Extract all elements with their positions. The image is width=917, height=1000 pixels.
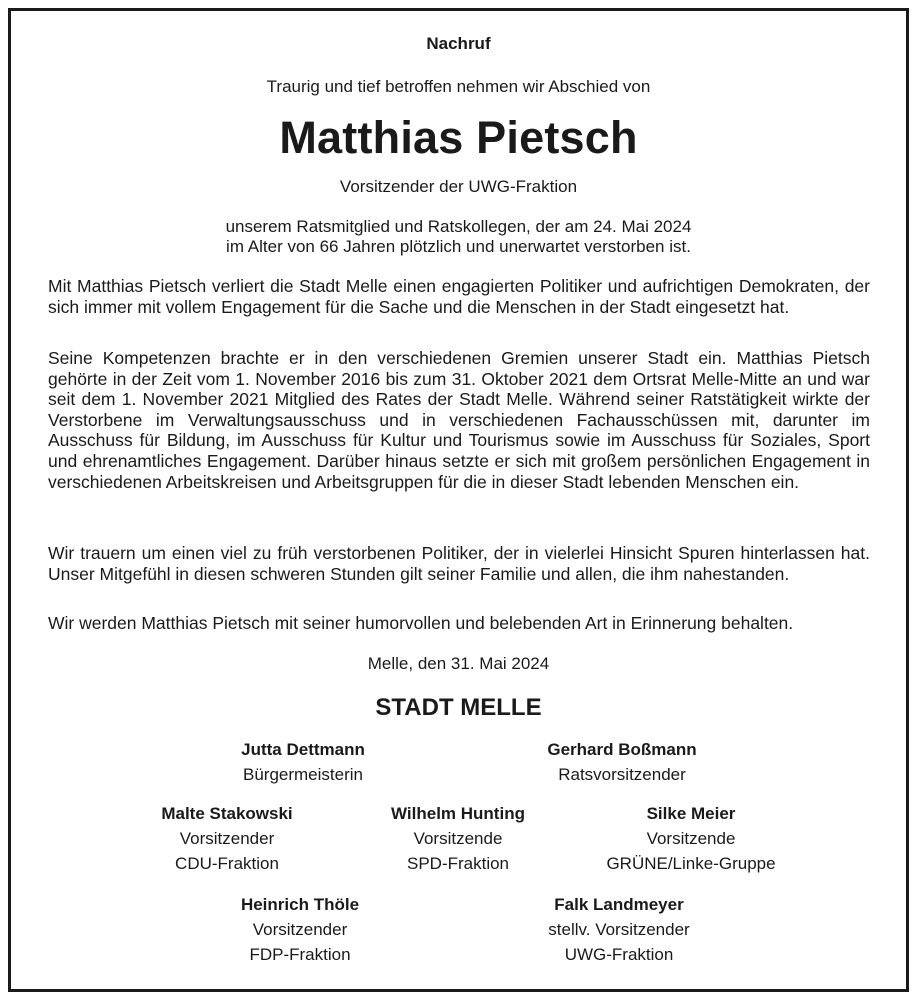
signatory-name: Gerhard Boßmann [547,740,697,759]
signatory-title: stellv. Vorsitzender [548,920,690,939]
intro-line: Traurig und tief betroffen nehmen wir Abschied von [266,77,651,96]
signatory-group: UWG-Fraktion [564,945,674,964]
signatory-group: GRÜNE/Linke-Gruppe [606,854,776,873]
signatory-title: Vorsitzende [646,829,736,848]
signatory-group: SPD-Fraktion [406,854,510,873]
signatory-title: Ratsvorsitzender [558,765,686,784]
deceased-name: Matthias Pietsch [279,112,638,163]
detail-line-1: unserem Ratsmitglied und Ratskollegen, der am 24. Mai 2024 [225,217,692,236]
signatory-title: Vorsitzender [252,920,348,939]
signatory-gruene [541,801,841,876]
place-date: Melle, den 31. Mai 2024 [367,654,550,673]
detail-line-2: im Alter von 66 Jahren plötzlich und unerwartet verstorben ist. [226,237,691,256]
signatory-group: FDP-Fraktion [249,945,351,964]
signatory-name: Wilhelm Hunting [391,804,525,823]
paragraph-career: Seine Kompetenzen brachte er in den verschiedenen Gremien unserer Stadt ein. Matthias Pietsch gehörte in der Zeit vom 1. November 2016 bis zum 31. Oktober 2021 dem Ortsrat Melle-Mitte an und war seit dem 1. November 2021 Mitglied des Rates der Stadt Melle. Während seiner Ratstätigkeit wirkte der Verstorbene im Verwaltungsausschuss und in verschiedenen Fachausschüssen mit, darunter im Ausschuss für Bildung, im Ausschuss für Kultur und Tourismus sowie im Ausschuss für Soziales, Sport und ehrenamtliches Engagement. Darüber hinaus setzte er sich mit großem persönlichen Engagement in verschiedenen Arbeitskreisen und Arbeitsgruppen für die in dieser Stadt lebenden Menschen ein. [48,348,870,492]
signatory-mayor [153,737,453,787]
signatory-group: CDU-Fraktion [175,854,279,873]
signatory-name: Malte Stakowski [161,804,293,823]
notice-heading: Nachruf [426,34,491,53]
signatory-name: Silke Meier [646,804,736,823]
signatory-fdp [150,892,450,967]
signatory-name: Falk Landmeyer [554,895,684,914]
signatory-council-chair [472,737,772,787]
paragraph-remembrance: Wir werden Matthias Pietsch mit seiner humorvollen und belebenden Art in Erinnerung behalten. [48,613,794,633]
signatory-title: Bürgermeisterin [243,765,363,784]
signatory-name: Heinrich Thöle [240,895,360,914]
organization-name: STADT MELLE [375,694,542,721]
signatory-title: Vorsitzender [179,829,275,848]
signatory-uwg [469,892,769,967]
paragraph-condolence: Wir trauern um einen viel zu früh verstorbenen Politiker, der in vielerlei Hinsicht Spuren hinterlassen hat. Unser Mitgefühl in diesen schweren Stunden gilt seiner Familie und allen, die ihm nahestanden. [48,543,870,584]
signatory-name: Jutta Dettmann [241,740,365,759]
signatory-title: Vorsitzende [413,829,503,848]
deceased-role: Vorsitzender der UWG-Fraktion [339,177,578,196]
paragraph-tribute: Mit Matthias Pietsch verliert die Stadt Melle einen engagierten Politiker und aufrichtigen Demokraten, der sich immer mit vollem Engagement für die Sache und die Menschen in der Stadt eingesetzt hat. [48,276,870,317]
